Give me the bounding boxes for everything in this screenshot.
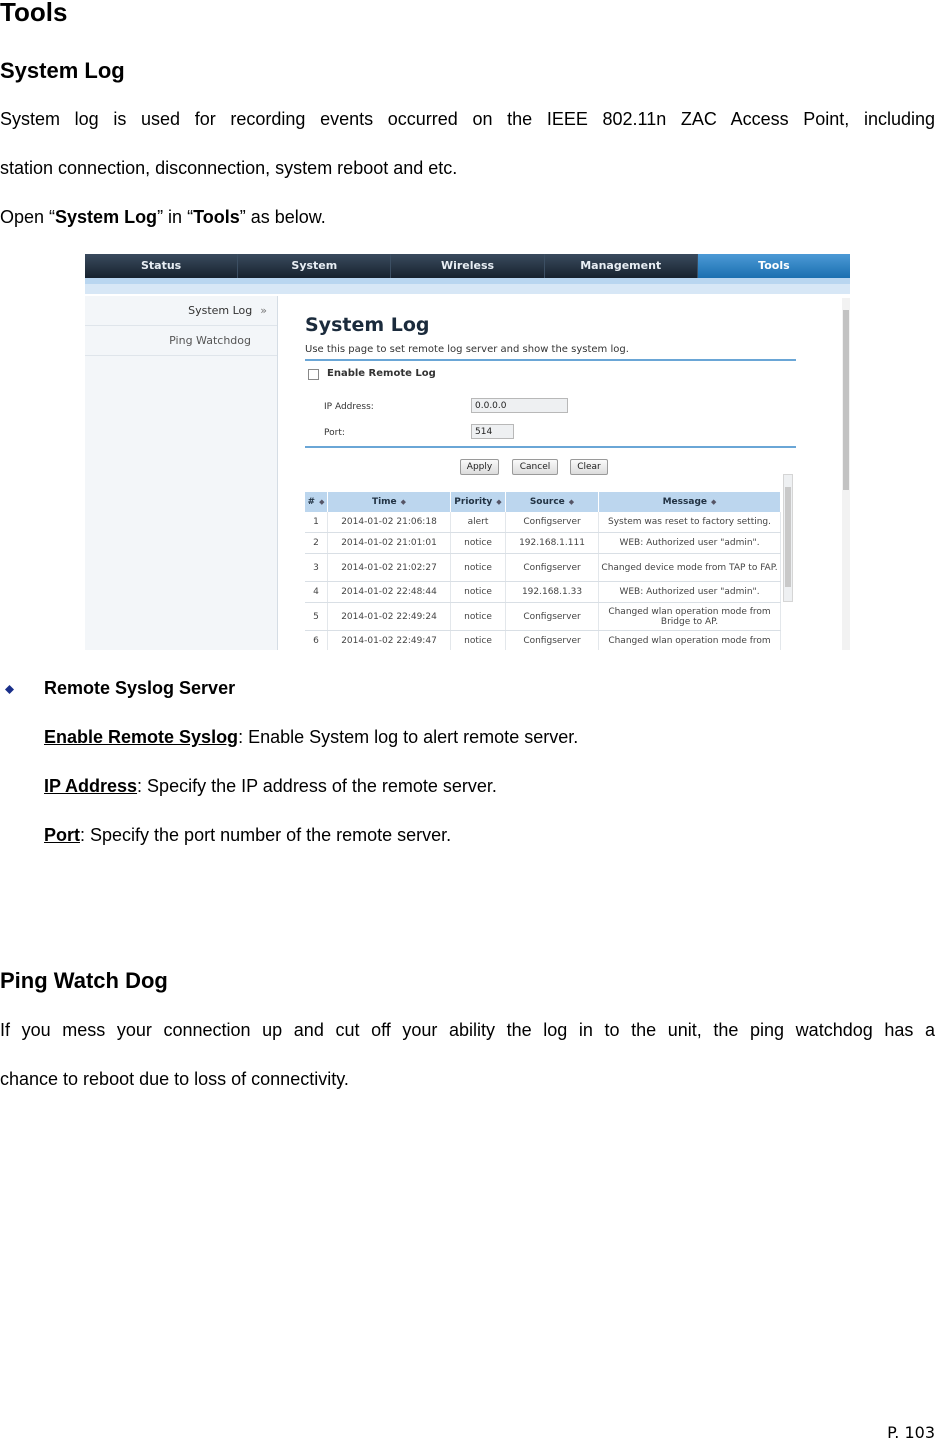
log-table xyxy=(305,492,781,650)
cell-number: 2 xyxy=(305,533,328,554)
panel-description: Use this page to set remote log server and show the system log. xyxy=(305,344,629,355)
cell-source: Configserver xyxy=(506,603,599,631)
cell-priority: notice xyxy=(451,582,506,603)
ping-watchdog-line-2: chance to reboot due to loss of connectivity. xyxy=(0,1069,349,1089)
cell-time: 2014-01-02 21:06:18 xyxy=(328,512,451,533)
cell-number: 6 xyxy=(305,631,328,651)
def-port xyxy=(44,823,451,847)
cell-source: Configserver xyxy=(506,631,599,651)
system-log-screenshot xyxy=(85,254,850,650)
def-desc: : Specify the port number of the remote server. xyxy=(80,825,452,845)
divider xyxy=(305,446,796,448)
sub-bar-highlight xyxy=(85,284,850,294)
sort-icon: ◆ xyxy=(496,498,502,506)
def-enable-remote-syslog xyxy=(44,725,578,749)
tab-tools[interactable]: Tools xyxy=(698,254,850,278)
cell-priority: notice xyxy=(451,554,506,582)
sort-icon: ◆ xyxy=(711,498,717,506)
table-row xyxy=(305,554,781,582)
def-desc: : Specify the IP address of the remote server. xyxy=(137,776,497,796)
ip-address-label: IP Address: xyxy=(324,402,374,412)
table-row xyxy=(305,603,781,631)
def-desc: : Enable System log to alert remote server. xyxy=(238,727,579,747)
table-row xyxy=(305,631,781,651)
sidebar xyxy=(85,296,278,650)
page-number: P. 103 xyxy=(887,1423,935,1442)
header-label: Source xyxy=(529,497,565,507)
cell-priority: notice xyxy=(451,533,506,554)
def-ip-address xyxy=(44,774,497,798)
clear-button[interactable]: Clear xyxy=(570,459,608,475)
intro-line-2: station connection, disconnection, system reboot and etc. xyxy=(0,158,458,178)
divider xyxy=(305,359,796,361)
cell-message: Changed device mode from TAP to FAP. xyxy=(599,554,781,582)
section-heading-ping-watchdog: Ping Watch Dog xyxy=(0,968,168,993)
open-mid: ” in “ xyxy=(157,207,194,227)
header-label: # xyxy=(307,497,316,507)
cell-number: 1 xyxy=(305,512,328,533)
cell-priority: notice xyxy=(451,631,506,651)
panel-title: System Log xyxy=(305,314,430,336)
apply-button[interactable]: Apply xyxy=(460,459,499,475)
open-item: System Log xyxy=(55,207,158,227)
diamond-bullet-icon xyxy=(5,685,14,694)
cell-time: 2014-01-02 22:49:24 xyxy=(328,603,451,631)
port-input[interactable]: 514 xyxy=(471,424,514,439)
tab-management[interactable]: Management xyxy=(545,254,698,278)
cell-time: 2014-01-02 21:02:27 xyxy=(328,554,451,582)
def-term: Enable Remote Syslog xyxy=(44,727,239,747)
ip-address-input[interactable]: 0.0.0.0 xyxy=(471,398,568,413)
ping-watchdog-line-1: If you mess your connection up and cut off your ability the log in to the unit, the ping watchdog has a xyxy=(0,1020,935,1040)
cell-message: WEB: Authorized user "admin". xyxy=(599,582,781,603)
open-suffix: ” as below. xyxy=(239,207,326,227)
sort-icon: ◆ xyxy=(400,498,407,506)
table-scrollbar[interactable] xyxy=(783,474,793,602)
cell-source: Configserver xyxy=(506,554,599,582)
header-label: Time xyxy=(371,497,397,507)
scrollbar-thumb[interactable] xyxy=(785,487,791,587)
header-label: Priority xyxy=(454,497,493,507)
tab-system[interactable]: System xyxy=(238,254,391,278)
open-menu: Tools xyxy=(193,207,240,227)
cell-priority: alert xyxy=(451,512,506,533)
def-term: Port xyxy=(44,825,80,845)
def-term: IP Address xyxy=(44,776,138,796)
cell-time: 2014-01-02 22:48:44 xyxy=(328,582,451,603)
cell-source: 192.168.1.33 xyxy=(506,582,599,603)
cell-priority: notice xyxy=(451,603,506,631)
cell-source: 192.168.1.111 xyxy=(506,533,599,554)
table-row xyxy=(305,512,781,533)
cell-number: 5 xyxy=(305,603,328,631)
remote-syslog-heading: Remote Syslog Server xyxy=(44,678,236,698)
cell-number: 3 xyxy=(305,554,328,582)
sidebar-item-label: Ping Watchdog xyxy=(169,334,251,347)
cell-message: WEB: Authorized user "admin". xyxy=(599,533,781,554)
header-label: Message xyxy=(662,497,707,507)
sort-icon: ◆ xyxy=(568,498,575,506)
tab-status[interactable]: Status xyxy=(85,254,238,278)
open-instruction xyxy=(0,205,326,229)
table-row xyxy=(305,582,781,603)
top-nav xyxy=(85,254,850,278)
sidebar-item-ping-watchdog[interactable] xyxy=(85,326,277,356)
sidebar-item-label: System Log xyxy=(188,304,253,317)
double-chevron-right-icon: » xyxy=(260,304,267,317)
section-heading-system-log: System Log xyxy=(0,58,125,83)
cell-time: 2014-01-02 22:49:47 xyxy=(328,631,451,651)
enable-remote-log-checkbox[interactable] xyxy=(308,369,319,380)
port-label: Port: xyxy=(324,428,345,438)
page-scrollbar[interactable] xyxy=(842,298,850,650)
tab-wireless[interactable]: Wireless xyxy=(391,254,544,278)
cell-message: Changed wlan operation mode from xyxy=(599,631,781,651)
intro-line-1: System log is used for recording events occurred on the IEEE 802.11n ZAC Access Point, including xyxy=(0,109,935,129)
cell-message: Changed wlan operation mode from Bridge to AP. xyxy=(599,603,781,631)
col-header-message[interactable] xyxy=(599,492,781,512)
enable-remote-log-label: Enable Remote Log xyxy=(327,368,436,379)
sidebar-item-system-log[interactable] xyxy=(85,296,277,326)
table-row xyxy=(305,533,781,554)
page-title: Tools xyxy=(0,0,68,27)
col-header-priority[interactable] xyxy=(451,492,506,512)
cell-message: System was reset to factory setting. xyxy=(599,512,781,533)
sort-icon: ◆ xyxy=(319,498,325,506)
col-header-number[interactable] xyxy=(305,492,328,512)
scrollbar-thumb[interactable] xyxy=(843,310,849,490)
cell-time: 2014-01-02 21:01:01 xyxy=(328,533,451,554)
cell-source: Configserver xyxy=(506,512,599,533)
col-header-time[interactable] xyxy=(328,492,451,512)
col-header-source[interactable] xyxy=(506,492,599,512)
open-prefix: Open “ xyxy=(0,207,56,227)
cancel-button[interactable]: Cancel xyxy=(512,459,558,475)
cell-number: 4 xyxy=(305,582,328,603)
